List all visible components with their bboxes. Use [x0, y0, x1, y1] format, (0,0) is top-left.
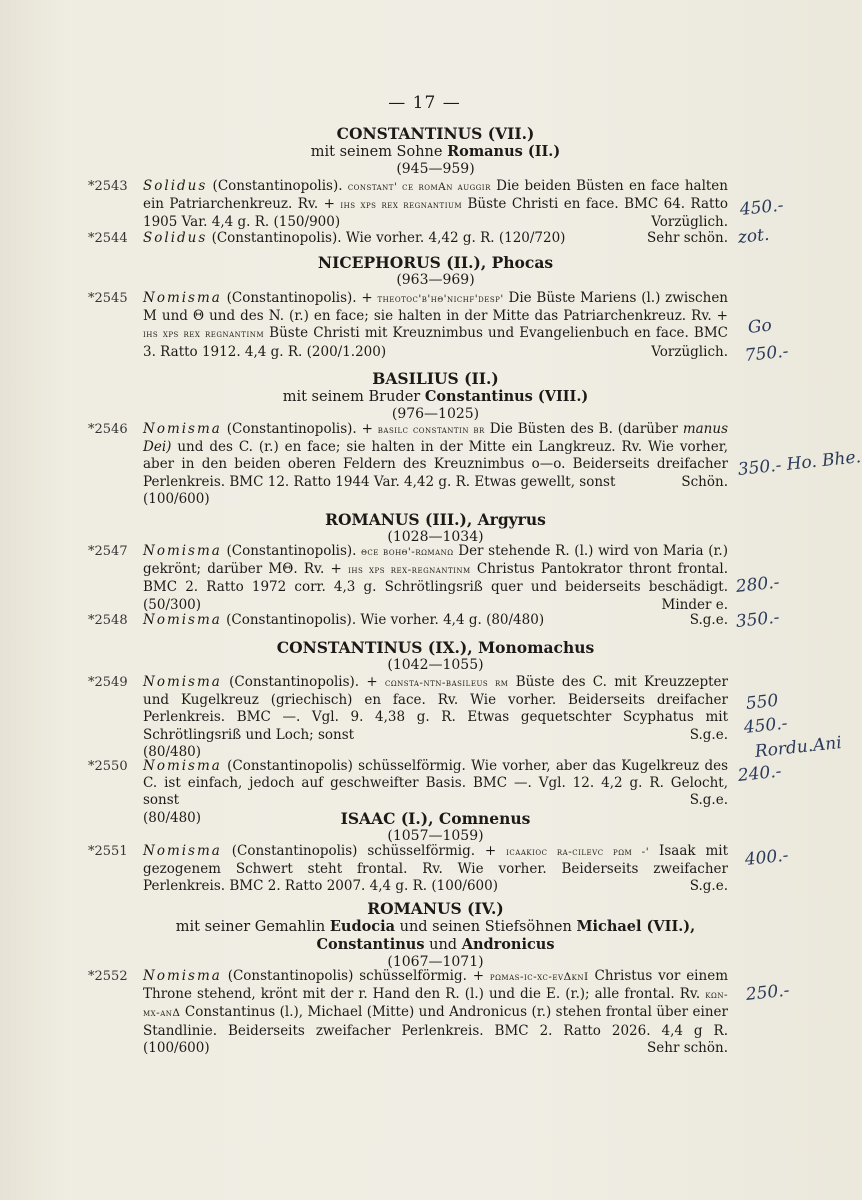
grade: Minder e. — [661, 596, 728, 613]
ruler-title: ISAAC (I.), Comnenus — [340, 809, 531, 828]
handwritten-price: 450.- — [742, 713, 789, 738]
grade: Vorzüglich. — [651, 343, 728, 360]
ruler-dates: (1057—1059) — [387, 828, 484, 844]
ruler-dates: (1028—1034) — [387, 529, 484, 545]
lot-description: Nomisma (Constantinopolis). θce bohθ'-rωmanω Der stehende R. (l.) wird von Maria (r.) gekrönt; darüber MΘ. Rv. + ihs xps rex-regnantinm Christus Pantokrator thront frontal. BMC 2. Ratto 1972 corr. 4,3 g. Schrötlingsriß quer und beiderseits beschädigt. (50/300) Minder e. — [143, 543, 728, 613]
handwritten-note: zot. — [736, 224, 771, 248]
handwritten-price: 350.- Ho. Bhe. — [736, 447, 862, 480]
lot-description: Nomisma (Constantinopolis) schüsselförmig. + icaakioc ra-cilevc pωm -' Isaak mit gezogenem Schwert steht frontal. Rv. Wie vorher. Beiderseits zweifacher Perlenkreis. BMC 2. Ratto 2007. 4,4 g. R. (100/600) S.g.e. — [143, 843, 729, 895]
section-romanus-iv — [143, 900, 728, 971]
grade: Vorzüglich. — [651, 214, 728, 231]
ruler-title: BASILIUS (II.) — [372, 369, 499, 388]
grade: Sehr schön. — [647, 230, 728, 246]
ruler-subtitle: mit seiner Gemahlin Eudocia und seinen Stiefsöhnen Michael (VII.), — [175, 918, 696, 935]
lot-description: Nomisma (Constantinopolis) schüsselförmig. Wie vorher, aber das Kugelkreuz des C. ist einfach, jedoch auf geschweifter Basis. BMC —. Vgl. 12. 4,2 g. R. Gelocht, sonst S.g.e. (80/480) — [143, 758, 728, 826]
lot-number: *2551 — [88, 844, 128, 859]
handwritten-price: 350.- — [734, 607, 781, 632]
ruler-title: ROMANUS (III.), Argyrus — [325, 510, 546, 529]
lot-number: *2543 — [88, 179, 128, 194]
handwritten-price: 450.- — [738, 195, 785, 220]
grade: S.g.e. — [689, 792, 728, 809]
lot-number: *2548 — [88, 613, 128, 628]
handwritten-price: 400.- — [743, 845, 790, 870]
lot-number: *2545 — [88, 291, 128, 306]
ruler-title: NICEPHORUS (II.), Phocas — [317, 253, 554, 272]
grade: S.g.e. — [689, 726, 728, 743]
lot-description: Nomisma (Constantinopolis). Wie vorher. 4,4 g. (80/480) S.g.e. — [143, 612, 728, 628]
grade: Schön. — [681, 473, 728, 490]
ruler-subtitle-2: Constantinus und Andronicus — [316, 936, 555, 953]
lot-number: *2544 — [88, 231, 128, 246]
ruler-dates: (1067—1071) — [387, 954, 484, 970]
lot-description: Nomisma (Constantinopolis). + basilc constantin br Die Büsten des B. (darüber manus Dei) und des C. (r.) en face; sie halten in der Mitte ein Langkreuz. Rv. Wie vorher, aber in den beiden oberen Feldern des Kreuznimbus o—o. Beiderseits dreifacher Perlenkreis. BMC 12. Ratto 1944 Var. 4,42 g. R. Etwas gewellt, sonst Schön. (100/600) — [143, 421, 728, 507]
handwritten-price: 280.- — [734, 572, 781, 597]
lot-description: Nomisma (Constantinopolis) schüsselförmig. + pωmas-ic-xc-evΔknI Christus vor einem Throne stehend, krönt mit der r. Hand den R. (l.) und die E. (r.); alle frontal. Rv. kωn-mx-anΔ Constantinus (l.), Michael (Mitte) und Andronicus (r.) stehen frontal über einer Standlinie. Beiderseits zweifacher Perlenkreis. BMC 2. Ratto 2026. 4,4 g R. (100/600) Sehr schön. — [143, 968, 728, 1056]
lot-number: *2552 — [88, 969, 128, 984]
ruler-dates: (976—1025) — [391, 406, 480, 422]
ruler-subtitle: mit seinem Sohne Romanus (II.) — [310, 143, 561, 160]
ruler-title: ROMANUS (IV.) — [367, 899, 504, 918]
section-constantinus-vii — [143, 125, 728, 178]
ruler-dates: (945—959) — [396, 161, 475, 177]
grade: S.g.e. — [689, 878, 728, 895]
handwritten-price: 750.- — [743, 341, 790, 366]
grade: Sehr schön. — [647, 1039, 728, 1056]
page-number: — 17 — — [388, 93, 461, 113]
handwritten-note: Rordu.Ani — [753, 732, 843, 762]
ruler-dates: (1042—1055) — [387, 657, 484, 673]
lot-description: Nomisma (Constantinopolis). + cωnsta-ntn-basileus rm Büste des C. mit Kreuzzepter und Kugelkreuz (griechisch) en face. Rv. Wie vorher. Beiderseits dreifacher Perlenkreis. BMC —. Vgl. 9. 4,38 g. R. Etwas gequetschter Scyphatus mit Schrötlingsriß und Loch; sonst S.g.e. (80/480) — [143, 674, 728, 760]
lot-description: Solidus (Constantinopolis). constant' ce romAn auggir Die beiden Büsten en face halten ein Patriarchenkreuz. Rv. + ihs xps rex regnantium Büste Christi en face. BMC 64. Ratto 1905 Var. 4,4 g. R. (150/900) Vorzüglich. — [143, 178, 729, 231]
handwritten-price: 250.- — [744, 980, 791, 1005]
ruler-subtitle: mit seinem Bruder Constantinus (VIII.) — [282, 388, 589, 405]
ruler-title: CONSTANTINUS (VII.) — [336, 124, 535, 143]
grade: S.g.e. — [689, 612, 728, 628]
section-basilius-ii — [143, 370, 728, 423]
section-romanus-iii — [143, 511, 728, 546]
ruler-title: CONSTANTINUS (IX.), Monomachus — [276, 638, 595, 657]
lot-number: *2546 — [88, 422, 128, 437]
ruler-dates: (963—969) — [396, 272, 475, 288]
handwritten-price: 240.- — [736, 761, 783, 786]
handwritten-note: Go — [746, 315, 773, 338]
lot-number: *2549 — [88, 675, 128, 690]
lot-description: Nomisma (Constantinopolis). + theotoc'b'hθ'nichf'desp' Die Büste Mariens (l.) zwischen M und Θ und des N. (r.) en face; sie halten in der Mitte das Patriarchenkreuz. Rv. + ihs xps rex regnantinm Büste Christi mit Kreuznimbus und Evangelienbuch en face. BMC 3. Ratto 1912. 4,4 g. R. (200/1.200) Vorzüglich. — [143, 290, 728, 360]
lot-number: *2550 — [88, 759, 128, 774]
section-nicephorus-ii — [143, 254, 728, 289]
handwritten-price: 550 — [744, 690, 780, 714]
section-isaac-i — [143, 810, 728, 845]
section-constantinus-ix — [143, 639, 728, 674]
lot-description: Solidus (Constantinopolis). Wie vorher. 4,42 g. R. (120/720) Sehr schön. — [143, 230, 728, 246]
lot-number: *2547 — [88, 544, 128, 559]
